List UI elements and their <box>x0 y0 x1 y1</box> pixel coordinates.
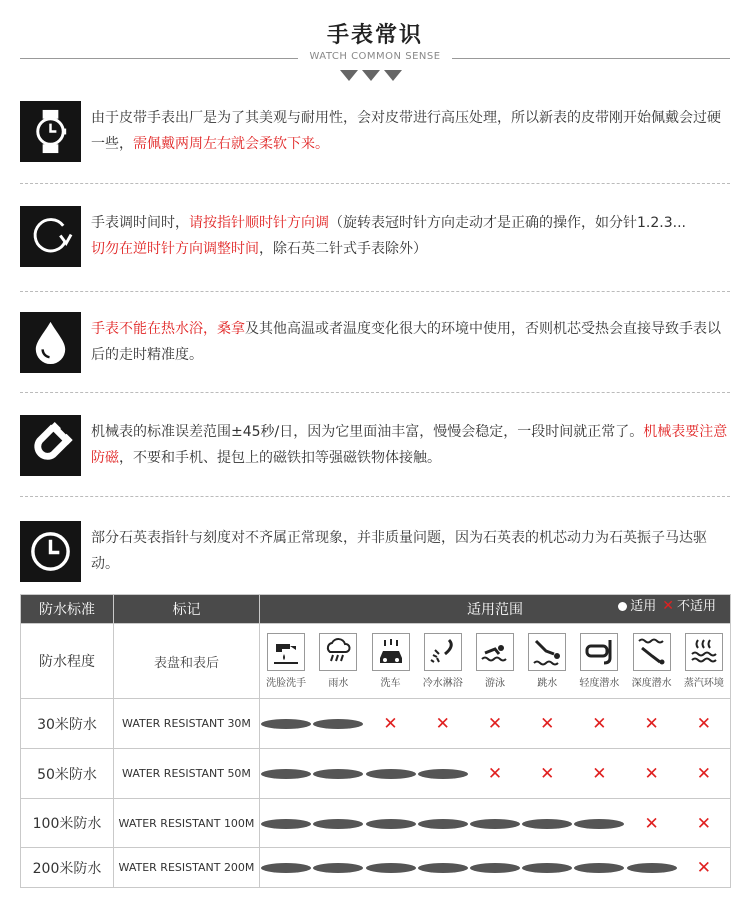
tip-item <box>20 101 730 163</box>
suitable-mark <box>313 858 363 877</box>
mark-cell: WATER RESISTANT 200M <box>114 848 260 888</box>
unsuitable-mark <box>627 764 677 783</box>
suitability-cell <box>260 799 731 848</box>
header-scope-label: 适用范围 <box>467 602 523 618</box>
unsuitable-mark <box>522 714 572 733</box>
mark-cell: WATER RESISTANT 100M <box>114 799 260 848</box>
unsuitable-mark <box>627 714 677 733</box>
unsuitable-mark <box>470 714 520 733</box>
unsuitable-mark <box>627 814 677 833</box>
activity-label: 游泳 <box>484 678 505 689</box>
activity-label: 洗脸洗手 <box>266 678 307 689</box>
cross-icon: ✕ <box>696 764 711 784</box>
suitable-mark <box>366 764 416 783</box>
rain-icon <box>319 633 357 671</box>
mark-cell: WATER RESISTANT 30M <box>114 699 260 749</box>
suitable-mark <box>261 764 311 783</box>
table-row <box>21 624 731 699</box>
ok-dot-icon <box>522 863 572 873</box>
ok-dot-icon <box>366 819 416 829</box>
tip-text-part: ，不要和手机、提包上的磁铁扣等强磁铁物体接触。 <box>119 450 441 466</box>
suitable-mark <box>574 858 624 877</box>
ok-dot-icon <box>261 819 311 829</box>
unsuitable-mark <box>366 714 416 733</box>
tip-text <box>91 316 731 368</box>
suitable-mark <box>418 814 468 833</box>
suitable-mark <box>261 814 311 833</box>
shower-icon <box>424 633 462 671</box>
level-cell: 200米防水 <box>21 848 114 888</box>
tip-text-part: 部分石英表指针与刻度对不齐属正常现象，并非质量问题，因为石英表的机芯动力为石英振子马达驱动。 <box>91 530 707 572</box>
activity-label: 轻度潜水 <box>579 678 620 689</box>
mark-label: 表盘和表后 <box>114 624 260 699</box>
divider-right <box>452 58 730 59</box>
water-resistance-table <box>20 594 731 888</box>
cross-icon: ✕ <box>696 813 711 834</box>
tip-highlight: 手表不能在热水浴，桑拿 <box>91 321 245 337</box>
header-scope <box>260 595 731 624</box>
page-title: 手表常识 <box>326 23 423 48</box>
cross-icon: ✕ <box>644 813 659 834</box>
unsuitable-mark <box>679 814 729 833</box>
activity-label: 雨水 <box>328 678 349 689</box>
legend-ok: 适用 <box>630 599 657 614</box>
suitable-mark <box>313 714 363 733</box>
cross-icon: ✕ <box>487 764 503 784</box>
suitable-mark <box>627 858 677 877</box>
ok-dot-icon <box>313 863 363 873</box>
activity-item <box>627 633 677 689</box>
ok-dot-icon <box>618 602 627 611</box>
activity-item <box>522 633 572 689</box>
activity-label: 洗车 <box>380 678 401 689</box>
activity-label: 冷水淋浴 <box>422 678 463 689</box>
cross-icon: ✕ <box>540 764 555 784</box>
ok-dot-icon <box>313 769 363 779</box>
clock-icon <box>20 521 81 582</box>
suitable-mark <box>522 858 572 877</box>
watch-icon <box>20 101 81 162</box>
table-row <box>21 699 731 749</box>
snorkel-mask-icon <box>580 633 618 671</box>
tip-text <box>91 210 731 262</box>
faucet-icon <box>267 633 305 671</box>
unsuitable-mark <box>574 714 624 733</box>
ok-dot-icon <box>261 719 311 729</box>
tip-item <box>20 206 730 268</box>
unsuitable-mark <box>522 764 572 783</box>
ok-dot-icon <box>418 769 468 779</box>
suitable-mark <box>574 814 624 833</box>
tip-highlight: 切勿在逆时针方向调整时间 <box>91 241 259 257</box>
dashed-divider <box>20 392 730 393</box>
unsuitable-mark <box>679 714 729 733</box>
ok-dot-icon <box>313 719 363 729</box>
suitable-mark <box>366 814 416 833</box>
tip-item <box>20 312 730 374</box>
cross-icon: ✕ <box>383 714 398 734</box>
ok-dot-icon <box>574 819 624 829</box>
activity-item <box>366 633 416 689</box>
level-label: 防水程度 <box>21 624 114 699</box>
suitability-cell <box>260 848 731 888</box>
ok-dot-icon <box>418 819 468 829</box>
unsuitable-mark <box>418 714 468 733</box>
level-cell: 50米防水 <box>21 749 114 799</box>
suitable-mark <box>313 764 363 783</box>
activity-item <box>574 633 624 689</box>
magnet-icon <box>20 415 81 476</box>
tip-text-part: ，除石英二针式手表除外） <box>259 241 427 257</box>
cross-icon: ✕ <box>592 714 607 734</box>
activity-item <box>261 633 311 689</box>
ok-dot-icon <box>522 819 572 829</box>
ok-dot-icon <box>627 863 677 873</box>
ok-dot-icon <box>470 819 520 829</box>
dashed-divider <box>20 183 730 184</box>
tip-highlight: 机械表要注意防磁 <box>91 424 728 466</box>
unsuitable-mark <box>679 764 729 783</box>
activity-label: 跳水 <box>537 678 558 689</box>
cross-icon: ✕ <box>540 714 555 734</box>
cross-icon: ✕ <box>592 764 607 784</box>
tip-text <box>91 525 731 577</box>
level-cell: 100米防水 <box>21 799 114 848</box>
level-cell: 30米防水 <box>21 699 114 749</box>
suitable-mark <box>418 858 468 877</box>
swimming-icon <box>476 633 514 671</box>
cross-icon: ✕ <box>696 858 711 878</box>
diving-icon <box>528 633 566 671</box>
suitable-mark <box>470 814 520 833</box>
ok-dot-icon <box>470 863 520 873</box>
cross-icon: ✕ <box>644 714 659 734</box>
tip-text-part: 及其他高温或者温度变化很大的环境中使用，否则机芯受热会直接导致手表以后的走时精准度。 <box>91 321 721 363</box>
suitable-mark <box>313 814 363 833</box>
table-row <box>21 848 731 888</box>
steam-icon <box>685 633 723 671</box>
dashed-divider <box>20 291 730 292</box>
subtitle-row <box>20 51 730 65</box>
header-mark: 标记 <box>114 595 260 624</box>
tip-text-part: 由于皮带手表出厂是为了其美观与耐用性，会对皮带进行高压处理，所以新表的皮带刚开始佩戴会过硬一些， <box>91 110 721 152</box>
cross-icon: ✕ <box>644 764 659 784</box>
cross-icon: ✕ <box>696 714 711 734</box>
page-subtitle: WATCH COMMON SENSE <box>309 51 441 62</box>
tip-item <box>20 521 730 583</box>
suitable-mark <box>261 714 311 733</box>
dashed-divider <box>20 496 730 497</box>
ok-dot-icon <box>261 863 311 873</box>
legend-no: 不适用 <box>676 599 716 614</box>
table-row <box>21 799 731 848</box>
unsuitable-mark <box>574 764 624 783</box>
ok-dot-icon <box>261 769 311 779</box>
tip-text <box>91 105 731 157</box>
cross-icon: ✕ <box>487 714 503 734</box>
legend <box>618 595 716 614</box>
table-row <box>21 749 731 799</box>
suitable-mark <box>418 764 468 783</box>
cross-icon: ✕ <box>435 714 450 734</box>
activity-label: 蒸汽环境 <box>683 678 724 689</box>
tip-text-part: （旋转表冠时针方向走动才是正确的操作，如分针1.2.3... <box>329 215 686 231</box>
ok-dot-icon <box>574 863 624 873</box>
tip-text <box>91 419 731 471</box>
suitable-mark <box>470 858 520 877</box>
activity-icons <box>260 624 731 699</box>
suitable-mark <box>366 858 416 877</box>
suitable-mark <box>522 814 572 833</box>
tip-highlight: 请按指针顺时针方向调 <box>189 215 329 231</box>
deep-dive-icon <box>633 633 671 671</box>
activity-item <box>679 633 729 689</box>
header-standard: 防水标准 <box>21 595 114 624</box>
activity-item <box>313 633 363 689</box>
chevron-down-icons <box>340 66 412 78</box>
suitability-cell <box>260 699 731 749</box>
tip-highlight: 需佩戴两周左右就会柔软下来。 <box>133 136 329 152</box>
tip-text-part: 手表调时间时， <box>91 215 189 231</box>
car-wash-icon <box>372 633 410 671</box>
tip-text-part: 机械表的标准误差范围±45秒/日，因为它里面油丰富，慢慢会稳定，一段时间就正常了。 <box>91 424 644 440</box>
ok-dot-icon <box>313 819 363 829</box>
table-header <box>21 595 731 624</box>
ok-dot-icon <box>366 769 416 779</box>
suitable-mark <box>261 858 311 877</box>
activity-item <box>418 633 468 689</box>
tip-item <box>20 415 730 477</box>
suitability-cell <box>260 749 731 799</box>
unsuitable-mark <box>679 858 729 877</box>
ok-dot-icon <box>418 863 468 873</box>
mark-cell: WATER RESISTANT 50M <box>114 749 260 799</box>
ok-dot-icon <box>366 863 416 873</box>
activity-item <box>470 633 520 689</box>
cross-icon: ✕ <box>662 598 674 614</box>
clockwise-arrow-icon <box>20 206 81 267</box>
activity-label: 深度潜水 <box>631 678 672 689</box>
water-drop-icon <box>20 312 81 373</box>
unsuitable-mark <box>470 764 520 783</box>
